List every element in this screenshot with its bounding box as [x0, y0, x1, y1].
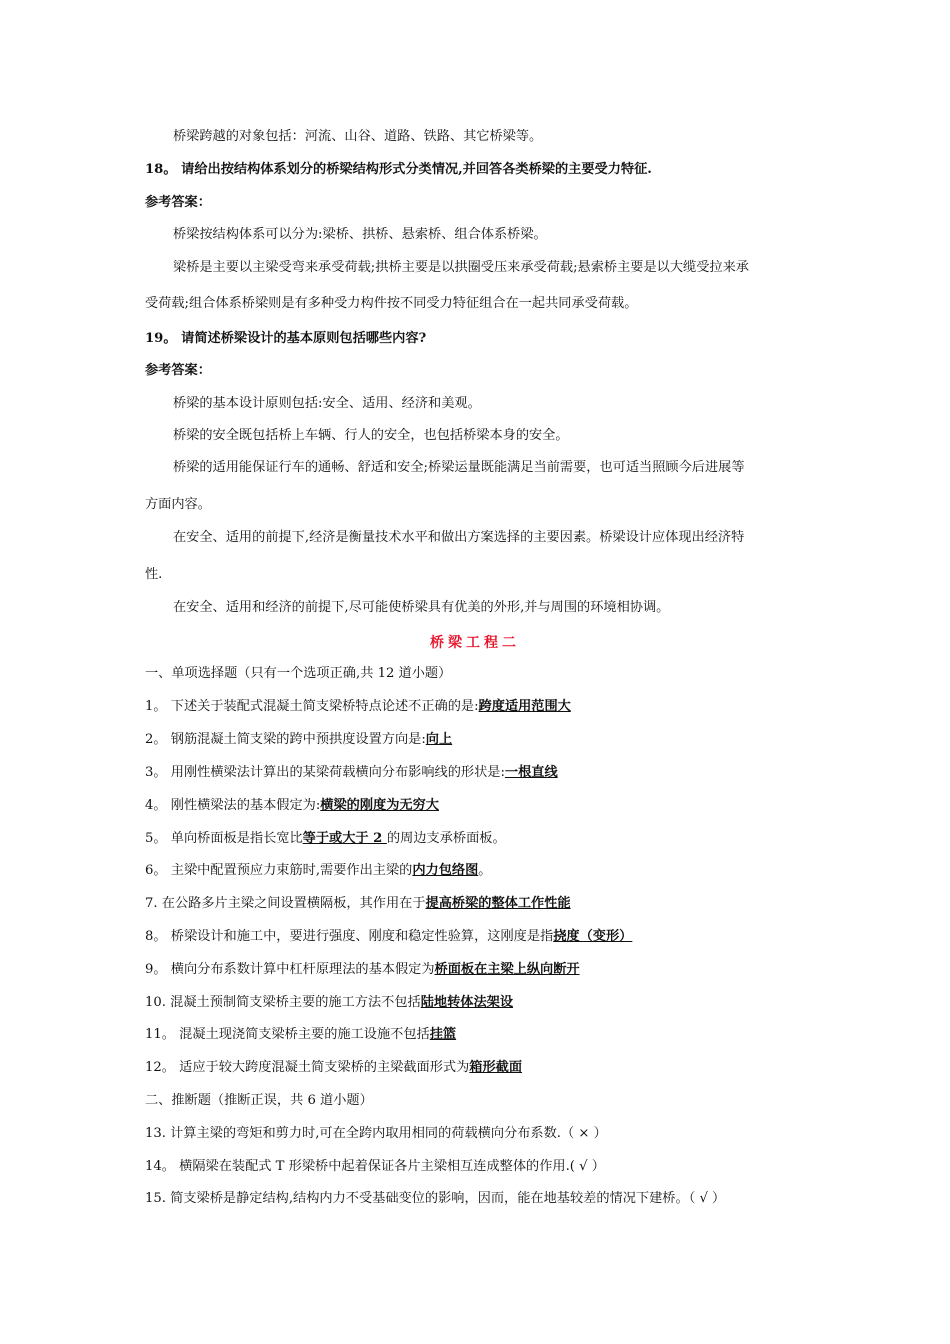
true-false-question: 14。 横隔梁在装配式 T 形梁桥中起着保证各片主梁相互连成整体的作用.( √ ） [145, 1159, 605, 1174]
paragraph: 桥梁的基本设计原则包括:安全、适用、经济和美观。 [173, 396, 481, 411]
question-tail: 的周边支承桥面板。 [386, 831, 506, 846]
question-text: 3。 用刚性横梁法计算出的某梁荷载横向分布影响线的形状是: [145, 765, 505, 780]
section-title: 桥梁工程二 [430, 635, 520, 651]
choice-question [145, 994, 815, 1012]
question-text: 11。 混凝土现浇简支梁桥主要的施工设施不包括 [145, 1027, 430, 1042]
answer-text: 一根直线 [504, 765, 558, 780]
answer-text: 提高桥梁的整体工作性能 [425, 896, 571, 911]
answer-label: 参考答案： [145, 195, 211, 210]
answer-text: 跨度适用范围大 [478, 699, 571, 714]
paragraph: 桥梁跨越的对象包括：河流、山谷、道路、铁路、其它桥梁等。 [173, 129, 543, 144]
choice-question [145, 830, 815, 848]
answer-text: 挠度（变形） [553, 929, 633, 944]
question-text: 请给出按结构体系划分的桥梁结构形式分类情况,并回答各类桥梁的主要受力特征. [176, 162, 652, 177]
question-text: 1。 下述关于装配式混凝土简支梁桥特点论述不正确的是: [145, 699, 479, 714]
question-text: 6。 主梁中配置预应力束筋时,需要作出主梁的 [145, 863, 413, 878]
answer-text: 桥面板在主梁上纵向断开 [434, 962, 580, 977]
paragraph: 桥梁按结构体系可以分为:梁桥、拱桥、悬索桥、组合体系桥梁。 [173, 227, 547, 242]
answer-text: 横梁的刚度为无穷大 [320, 798, 439, 813]
question-text: 请简述桥梁设计的基本原则包括哪些内容? [176, 331, 427, 346]
question-text: 4。 刚性横梁法的基本假定为: [145, 798, 321, 813]
paragraph: 在安全、适用的前提下,经济是衡量技术水平和做出方案选择的主要因素。桥梁设计应体现出经济特 [173, 530, 745, 545]
answer-text: 向上 [425, 732, 453, 747]
choice-question [145, 797, 815, 815]
question-text: 8。 桥梁设计和施工中，要进行强度、刚度和稳定性验算，这刚度是指 [145, 929, 554, 944]
choice-question [145, 928, 815, 946]
question-18 [145, 161, 815, 179]
choice-question [145, 1026, 815, 1044]
paragraph-continued: 性. [145, 567, 163, 582]
choice-question [145, 961, 815, 979]
question-text: 2。 钢筋混凝土简支梁的跨中预拱度设置方向是: [145, 732, 426, 747]
choice-question [145, 731, 815, 749]
choice-question [145, 698, 815, 716]
paragraph-continued: 受荷载;组合体系桥梁则是有多种受力构件按不同受力特征组合在一起共同承受荷载。 [145, 296, 638, 311]
answer-text: 挂篮 [429, 1027, 457, 1042]
paragraph-continued: 方面内容。 [145, 497, 211, 512]
paragraph: 桥梁的适用能保证行车的通畅、舒适和安全;桥梁运量既能满足当前需要，也可适当照顾今后进展等 [173, 460, 745, 475]
true-false-question: 13. 计算主梁的弯矩和剪力时,可在全跨内取用相同的荷载横向分布系数.（ × ） [145, 1126, 607, 1141]
choice-question [145, 764, 815, 782]
paragraph: 桥梁的安全既包括桥上车辆、行人的安全，也包括桥梁本身的安全。 [173, 428, 569, 443]
question-19 [145, 330, 815, 348]
question-text: 10. 混凝土预制简支梁桥主要的施工方法不包括 [145, 995, 421, 1010]
answer-text: 箱形截面 [469, 1060, 523, 1075]
section-heading: 一、单项选择题（只有一个选项正确,共 12 道小题） [145, 666, 452, 681]
answer-text: 内力包络图 [412, 863, 479, 878]
question-tail: 。 [478, 863, 492, 878]
question-text: 5。 单向桥面板是指长宽比 [145, 831, 303, 846]
question-text: 9。 横向分布系数计算中杠杆原理法的基本假定为 [145, 962, 435, 977]
paragraph: 在安全、适用和经济的前提下,尽可能使桥梁具有优美的外形,并与周围的环境相协调。 [173, 600, 670, 615]
answer-text: 等于或大于 2 [302, 831, 387, 846]
section-heading: 二、推断题（推断正误，共 6 道小题） [145, 1093, 373, 1108]
question-text: 7. 在公路多片主梁之间设置横隔板，其作用在于 [145, 896, 426, 911]
choice-question [145, 862, 815, 880]
question-text: 12。 适应于较大跨度混凝土简支梁桥的主梁截面形式为 [145, 1060, 470, 1075]
question-number: 18。 [145, 162, 177, 177]
answer-label: 参考答案： [145, 363, 211, 378]
choice-question [145, 895, 815, 913]
question-number: 19。 [145, 331, 177, 346]
choice-question [145, 1059, 815, 1077]
paragraph: 梁桥是主要以主梁受弯来承受荷载;拱桥主要是以拱圈受压来承受荷载;悬索桥主要是以大缆受拉来承 [173, 260, 749, 275]
true-false-question: 15. 简支梁桥是静定结构,结构内力不受基础变位的影响，因而，能在地基较差的情况下建桥。（ √ ） [145, 1191, 726, 1206]
answer-text: 陆地转体法架设 [420, 995, 514, 1010]
